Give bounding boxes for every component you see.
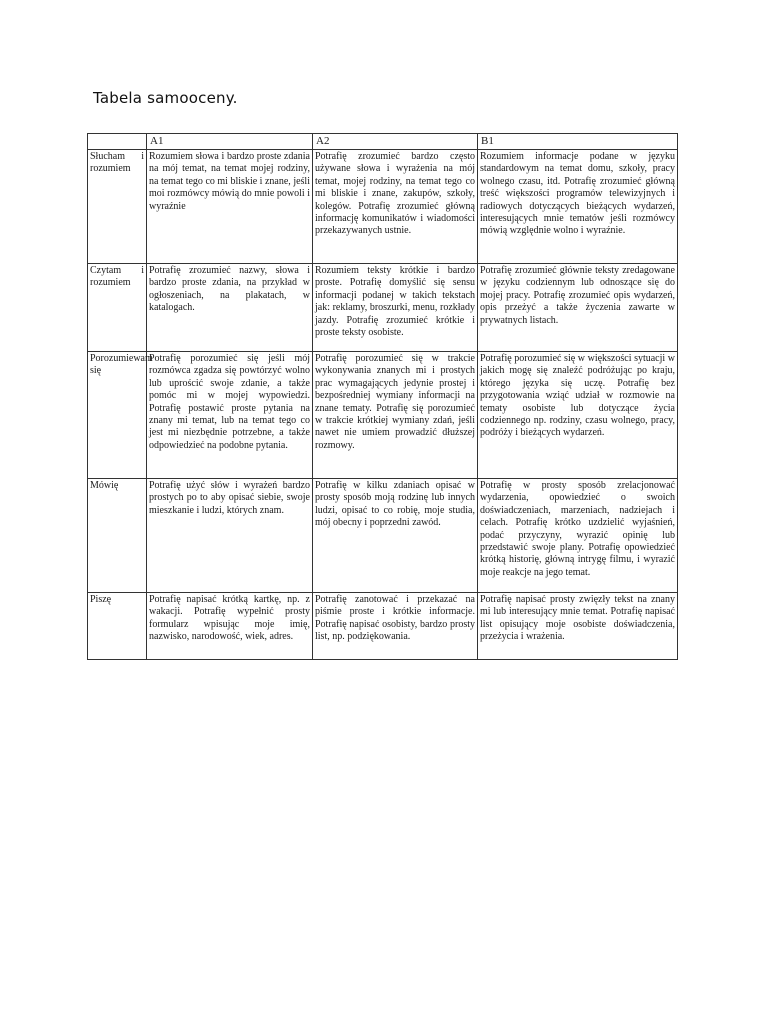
header-cell-a1: A1 (147, 134, 313, 150)
cell-a2: Potrafię w kilku zdaniach opisać w prosty sposób moją rodzinę lub innych ludzi, opisać to co robię, moje studia, mój obecny i poprzedni zawód. (313, 479, 478, 593)
skill-label: Porozumiewam się (88, 352, 147, 479)
cell-a1: Potrafię porozumieć się jeśli mój rozmówca zgadza się powtórzyć wolno lub uprościć swoje zdanie, a także pomóc mi w mojej wypowiedzi. Potrafię postawić proste pytania na znany mi temat, lub na temat tego co jest mi niezbędnie potrzebne, a także odpowiedzieć na podobne pytania. (147, 352, 313, 479)
header-cell-b1: B1 (478, 134, 678, 150)
header-cell-a2: A2 (313, 134, 478, 150)
self-assessment-table (87, 133, 678, 660)
table-row (88, 264, 678, 352)
table-header-row (88, 134, 678, 150)
table-row (88, 479, 678, 593)
cell-a1: Rozumiem słowa i bardzo proste zdania na mój temat, na temat mojej rodziny, na temat tego co mi bliskie i znane, jeśli moi rozmówcy mówią do mnie powoli i wyraźnie (147, 150, 313, 264)
cell-a2: Potrafię zanotować i przekazać na piśmie proste i krótkie informacje. Potrafię napisać osobisty, bardzo prosty list, np. podziękowania. (313, 593, 478, 660)
skill-label: Czytam i rozumiem (88, 264, 147, 352)
header-cell-empty (88, 134, 147, 150)
cell-b1: Rozumiem informacje podane w języku standardowym na temat domu, szkoły, pracy wolnego czasu, itd. Potrafię zrozumieć główną treść większości programów telewizyjnych i radiowych dotyczących bieżących wydarzeń, interesujących mnie tematów jeśli rozmówcy mówią względnie wolno i wyraźnie. (478, 150, 678, 264)
skill-label: Piszę (88, 593, 147, 660)
cell-b1: Potrafię w prosty sposób zrelacjonować wydarzenia, opowiedzieć o swoich doświadczeniach, marzeniach, nadziejach i celach. Potrafię krótko uzdzielić wyjaśnień, podać przyczyny, wyrazić opinię lub przedstawić swoje plany. Potrafię opowiedzieć krótką historię, główną intrygę filmu, i wyrazić moje reakcje na jego temat. (478, 479, 678, 593)
cell-a2: Potrafię zrozumieć bardzo często używane słowa i wyrażenia na mój temat, mojej rodziny, na temat tego co mi bliskie i znane, zakupów, szkoły, kolegów. Potrafię zrozumieć główną informację komunikatów i wiadomości przekazywanych ustnie. (313, 150, 478, 264)
cell-b1: Potrafię zrozumieć głównie teksty zredagowane w języku codziennym lub odnoszące się do mojej pracy. Potrafię zrozumieć opis wydarzeń, opis przeżyć a także życzenia zawarte w prywatnych listach. (478, 264, 678, 352)
cell-a2: Potrafię porozumieć się w trakcie wykonywania znanych mi i prostych prac wymagających jedynie prostej i bezpośredniej wymiany informacji na znane tematy. Potrafię się porozumieć w trakcie krótkiej wymiany zdań, jeśli nawet nie umiem prowadzić dłuższej rozmowy. (313, 352, 478, 479)
cell-a1: Potrafię napisać krótką kartkę, np. z wakacji. Potrafię wypełnić prosty formularz wpisując moje imię, nazwisko, narodowość, wiek, adres. (147, 593, 313, 660)
document-title: Tabela samooceny. (93, 89, 238, 107)
table-row (88, 150, 678, 264)
skill-label: Mówię (88, 479, 147, 593)
cell-b1: Potrafię napisać prosty zwięzły tekst na znany mi lub interesujący mnie temat. Potrafię napisać list opisujący moje osobiste doświadczenia, przeżycia i wrażenia. (478, 593, 678, 660)
table-row (88, 593, 678, 660)
table-row (88, 352, 678, 479)
cell-a1: Potrafię zrozumieć nazwy, słowa i bardzo proste zdania, na przykład w ogłoszeniach, na plakatach, w katalogach. (147, 264, 313, 352)
cell-a2: Rozumiem teksty krótkie i bardzo proste. Potrafię domyślić się sensu informacji podanej w takich tekstach jak: reklamy, broszurki, menu, rozkłady jazdy. Potrafię zrozumieć krótkie i proste teksty osobiste. (313, 264, 478, 352)
skill-label: Słucham i rozumiem (88, 150, 147, 264)
cell-b1: Potrafię porozumieć się w większości sytuacji w jakich mogę się znaleźć podróżując po kraju, którego języka się uczę. Potrafię bez przygotowania wziąć udział w rozmowie na tematy osobiste lub dotyczące życia codziennego np. rodziny, czasu wolnego, pracy, podróży i bieżących wydarzeń. (478, 352, 678, 479)
cell-a1: Potrafię użyć słów i wyrażeń bardzo prostych po to aby opisać siebie, swoje mieszkanie i ludzi, których znam. (147, 479, 313, 593)
